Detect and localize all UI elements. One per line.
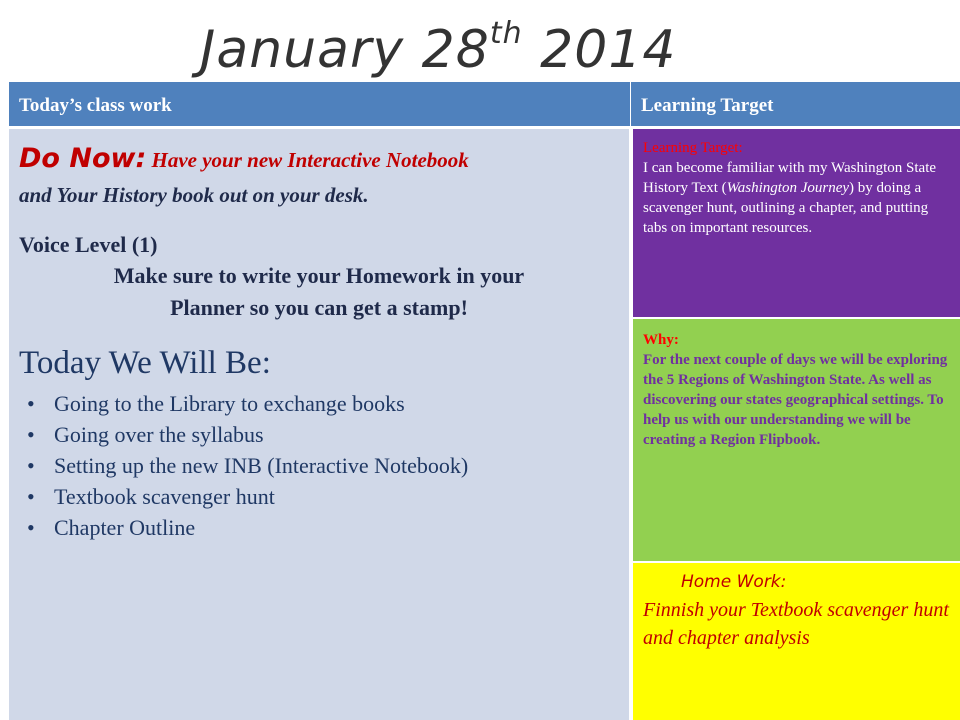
class-work-cell bbox=[9, 129, 631, 720]
do-now bbox=[19, 143, 619, 214]
agenda-item: • Setting up the new INB (Interactive Notebook) bbox=[19, 450, 619, 481]
learning-target-text-a: I can become familiar with my Washington State History Text ( bbox=[643, 160, 937, 196]
learning-target-text-b: ) by doing a scavenger hunt, outlining a chapter, and putting tabs on important resources. bbox=[643, 180, 929, 236]
homework-text: Finnish your Textbook scavenger hunt and chapter analysis bbox=[643, 599, 949, 649]
learning-target-label: Learning Target: bbox=[643, 140, 743, 156]
agenda-item: • Going over the syllabus bbox=[19, 419, 619, 450]
homework-reminder bbox=[19, 260, 619, 324]
header-learning-target: Learning Target bbox=[631, 82, 960, 129]
do-now-label: Do Now: bbox=[19, 143, 147, 174]
reminder-line-1: Make sure to write your Homework in your bbox=[113, 263, 525, 288]
agenda-item: • Chapter Outline bbox=[19, 512, 619, 543]
agenda-item: • Going to the Library to exchange books bbox=[19, 388, 619, 419]
schedule-table bbox=[9, 82, 960, 720]
homework-cell bbox=[633, 563, 960, 720]
why-label: Why: bbox=[643, 332, 679, 348]
agenda-item: • Textbook scavenger hunt bbox=[19, 481, 619, 512]
homework-label: Home Work: bbox=[681, 572, 787, 592]
agenda-list bbox=[19, 388, 619, 543]
today-heading: Today We Will Be: bbox=[19, 345, 271, 381]
learning-target-cell bbox=[633, 129, 960, 319]
title-ordinal: th bbox=[489, 16, 523, 51]
learning-target-book: Washington Journey bbox=[726, 180, 850, 196]
do-now-text: Have your new Interactive Notebook bbox=[146, 148, 469, 172]
page-title bbox=[200, 16, 677, 80]
voice-level: Voice Level (1) bbox=[19, 232, 158, 257]
why-cell bbox=[633, 319, 960, 563]
title-year: 2014 bbox=[522, 20, 677, 80]
do-now-text-2: and Your History book out on your desk. bbox=[19, 183, 369, 207]
why-text: For the next couple of days we will be exploring the 5 Regions of Washington State. As well as discovering our states geographical settings. To help us with our understanding we will be creating a Region Flipbook. bbox=[643, 352, 948, 448]
header-class-work: Today’s class work bbox=[9, 82, 631, 129]
reminder-line-2: Planner so you can get a stamp! bbox=[170, 295, 468, 320]
title-date: January 28 bbox=[200, 20, 490, 80]
